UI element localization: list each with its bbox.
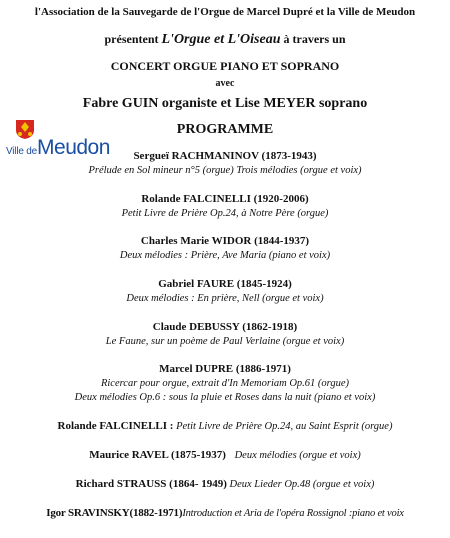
work-line: Petit Livre de Prière Op.24, à Notre Père (orgue) [121, 208, 329, 219]
work-line: Ricercar pour orgue, extrait d'In Memoriam Op.61 (orgue) [100, 378, 350, 389]
organizers-line: l'Association de la Sauvegarde de l'Orgue de Marcel Dupré et la Ville de Meudon [34, 6, 416, 18]
programme-entry-inline [0, 478, 450, 490]
logo-meudon: Meudon [37, 136, 110, 159]
work-line: Deux mélodies : En prière, Nell (orgue et voix) [126, 293, 324, 304]
work-line: Deux mélodies : Prière, Ave Maria (piano et voix) [119, 250, 331, 261]
concert-title: CONCERT ORGUE PIANO ET SOPRANO [110, 59, 340, 73]
work-line: Deux mélodies Op.6 : sous la pluie et Roses dans la nuit (piano et voix) [74, 392, 376, 403]
work-line: Le Faune, sur un poème de Paul Verlaine (orgue et voix) [105, 336, 345, 347]
presentent-text: présentent [104, 32, 159, 46]
work-line: Deux Lieder Op.48 (orgue et voix) [229, 479, 375, 490]
programme-entry-inline [0, 507, 450, 519]
work-line: Prélude en Sol mineur n°5 (orgue) Trois mélodies (orgue et voix) [88, 165, 362, 176]
composer-name: Rolande FALCINELLI (1920-2006) [141, 193, 309, 205]
composer-name: Maurice RAVEL (1875-1937) [89, 449, 226, 461]
avec-text: avec [215, 78, 235, 89]
composer-name: Gabriel FAURE (1845-1924) [158, 278, 292, 290]
presentation-line [0, 32, 450, 48]
composer-name: Igor SRAVINSKY(1882-1971) [46, 507, 183, 519]
logo-ville-de: Ville de [6, 146, 38, 157]
work-line: Introduction et Aria de l'opéra Rossignol :piano et voix [182, 508, 404, 519]
work-line: Petit Livre de Prière Op.24, au Saint Esprit (orgue) [176, 421, 393, 432]
performers-line: Fabre GUIN organiste et Lise MEYER soprano [82, 96, 368, 111]
composer-name: Rolande FALCINELLI : [57, 420, 174, 432]
composer-name: Charles Marie WIDOR (1844-1937) [140, 235, 310, 247]
composer-name: Claude DEBUSSY (1862-1918) [152, 321, 298, 333]
composer-name: Richard STRAUSS (1864- 1949) [75, 478, 227, 490]
travers-text: à travers un [283, 32, 346, 46]
composer-name: Marcel DUPRE (1886-1971) [159, 363, 291, 375]
programme-entry-inline [0, 449, 450, 461]
work-line: Deux mélodies (orgue et voix) [234, 450, 361, 461]
programme-heading: PROGRAMME [176, 122, 274, 137]
programme-entry-inline [0, 420, 450, 432]
composer-name: Sergueï RACHMANINOV (1873-1943) [133, 150, 317, 162]
event-title: L'Orgue et L'Oiseau [161, 32, 281, 47]
